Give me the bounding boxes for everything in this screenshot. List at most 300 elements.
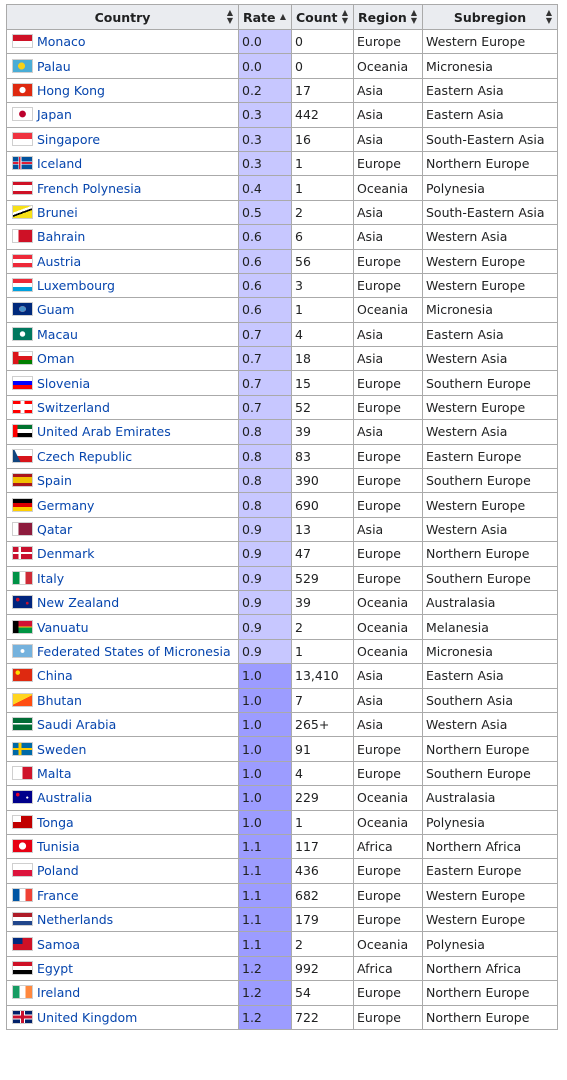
cell-country xyxy=(7,956,239,980)
country-link[interactable]: Palau xyxy=(37,58,71,74)
iceland-flag-icon xyxy=(12,156,33,170)
china-flag-icon xyxy=(12,668,33,682)
cell-count: 992 xyxy=(292,956,354,980)
cell-region: Europe xyxy=(354,761,423,785)
table-row xyxy=(7,712,558,736)
cell-rate: 0.2 xyxy=(239,78,292,102)
cell-country xyxy=(7,639,239,663)
cell-count: 4 xyxy=(292,761,354,785)
table-row xyxy=(7,639,558,663)
germany-flag-icon xyxy=(12,498,33,512)
cell-count: 265+ xyxy=(292,712,354,736)
table-row xyxy=(7,420,558,444)
table-row xyxy=(7,615,558,639)
country-link[interactable]: Bhutan xyxy=(37,692,82,708)
country-link[interactable]: Oman xyxy=(37,351,75,367)
cell-count: 179 xyxy=(292,908,354,932)
cell-region: Oceania xyxy=(354,298,423,322)
table-row xyxy=(7,395,558,419)
cell-subregion: Australasia xyxy=(423,590,558,614)
country-link[interactable]: Vanuatu xyxy=(37,619,89,635)
cell-rate: 1.0 xyxy=(239,688,292,712)
cell-count: 529 xyxy=(292,566,354,590)
cell-region: Asia xyxy=(354,517,423,541)
cell-count: 39 xyxy=(292,590,354,614)
cell-subregion: Micronesia xyxy=(423,298,558,322)
table-row xyxy=(7,542,558,566)
homicide-rate-table xyxy=(6,4,558,1030)
cell-subregion: Western Asia xyxy=(423,347,558,371)
cell-subregion: Western Europe xyxy=(423,908,558,932)
table-body xyxy=(7,30,558,1030)
country-link[interactable]: Netherlands xyxy=(37,912,114,928)
country-link[interactable]: China xyxy=(37,668,73,684)
cell-country xyxy=(7,932,239,956)
sort-both-icon[interactable]: ▲ ▼ xyxy=(226,8,233,25)
cell-count: 1 xyxy=(292,151,354,175)
cell-count: 682 xyxy=(292,883,354,907)
cell-count: 1 xyxy=(292,176,354,200)
netherlands-flag-icon xyxy=(12,912,33,926)
cell-rate: 0.9 xyxy=(239,615,292,639)
cell-rate: 0.3 xyxy=(239,151,292,175)
cell-region: Asia xyxy=(354,127,423,151)
sort-both-icon[interactable]: ▲ ▼ xyxy=(410,8,417,25)
cell-rate: 0.6 xyxy=(239,273,292,297)
cell-rate: 0.6 xyxy=(239,298,292,322)
cell-count: 15 xyxy=(292,371,354,395)
cell-count: 1 xyxy=(292,810,354,834)
cell-rate: 0.7 xyxy=(239,347,292,371)
monaco-flag-icon xyxy=(12,34,33,48)
cell-count: 1 xyxy=(292,298,354,322)
cell-country xyxy=(7,883,239,907)
cell-rate: 1.1 xyxy=(239,908,292,932)
cell-count: 91 xyxy=(292,737,354,761)
cell-subregion: Western Asia xyxy=(423,420,558,444)
sweden-flag-icon xyxy=(12,742,33,756)
cell-rate: 1.1 xyxy=(239,932,292,956)
cell-rate: 0.7 xyxy=(239,371,292,395)
country-link[interactable]: Japan xyxy=(37,107,72,123)
cell-subregion: Western Europe xyxy=(423,395,558,419)
cell-subregion: Western Europe xyxy=(423,883,558,907)
country-link[interactable]: Luxembourg xyxy=(37,278,115,294)
column-header-region[interactable]: Region ▲ ▼ xyxy=(354,5,423,30)
table-row xyxy=(7,176,558,200)
table-row xyxy=(7,981,558,1005)
sort-both-icon[interactable]: ▲ ▼ xyxy=(341,8,348,25)
table-row xyxy=(7,273,558,297)
country-link[interactable]: Australia xyxy=(37,790,93,806)
country-link[interactable]: Brunei xyxy=(37,204,78,220)
cell-country xyxy=(7,78,239,102)
hong-kong-flag-icon xyxy=(12,83,33,97)
cell-country xyxy=(7,737,239,761)
cell-rate: 1.0 xyxy=(239,664,292,688)
cell-subregion: Eastern Asia xyxy=(423,322,558,346)
cell-subregion: Northern Europe xyxy=(423,542,558,566)
country-link[interactable]: Samoa xyxy=(37,936,81,952)
cell-subregion: Northern Europe xyxy=(423,1005,558,1029)
cell-country xyxy=(7,859,239,883)
country-link[interactable]: Germany xyxy=(37,497,95,513)
country-link[interactable]: Slovenia xyxy=(37,375,91,391)
cell-country xyxy=(7,542,239,566)
samoa-flag-icon xyxy=(12,937,33,951)
ireland-flag-icon xyxy=(12,985,33,999)
cell-count: 18 xyxy=(292,347,354,371)
cell-subregion: Northern Europe xyxy=(423,981,558,1005)
cell-count: 83 xyxy=(292,444,354,468)
cell-count: 436 xyxy=(292,859,354,883)
table-row xyxy=(7,590,558,614)
cell-country xyxy=(7,908,239,932)
cell-country xyxy=(7,298,239,322)
cell-subregion: Western Asia xyxy=(423,517,558,541)
french-polynesia-flag-icon xyxy=(12,181,33,195)
macau-flag-icon xyxy=(12,327,33,341)
new-zealand-flag-icon xyxy=(12,595,33,609)
cell-country xyxy=(7,54,239,78)
cell-country xyxy=(7,200,239,224)
country-link[interactable]: France xyxy=(37,887,79,903)
cell-country xyxy=(7,590,239,614)
cell-count: 0 xyxy=(292,30,354,54)
cell-rate: 1.2 xyxy=(239,1005,292,1029)
cell-subregion: South-Eastern Asia xyxy=(423,200,558,224)
cell-region: Europe xyxy=(354,444,423,468)
cell-region: Europe xyxy=(354,737,423,761)
guam-flag-icon xyxy=(12,302,33,316)
cell-subregion: Southern Europe xyxy=(423,371,558,395)
cell-count: 2 xyxy=(292,200,354,224)
poland-flag-icon xyxy=(12,863,33,877)
cell-region: Oceania xyxy=(354,639,423,663)
cell-country xyxy=(7,664,239,688)
table-row xyxy=(7,883,558,907)
cell-subregion: Southern Europe xyxy=(423,761,558,785)
cell-region: Europe xyxy=(354,542,423,566)
cell-subregion: Southern Asia xyxy=(423,688,558,712)
table-row xyxy=(7,810,558,834)
cell-country xyxy=(7,786,239,810)
slovenia-flag-icon xyxy=(12,376,33,390)
sort-ascending-icon[interactable]: ▲ xyxy=(279,12,286,21)
oman-flag-icon xyxy=(12,351,33,365)
cell-region: Asia xyxy=(354,712,423,736)
country-link[interactable]: Ireland xyxy=(37,985,81,1001)
cell-country xyxy=(7,615,239,639)
uae-flag-icon xyxy=(12,424,33,438)
cell-region: Europe xyxy=(354,566,423,590)
cell-rate: 0.7 xyxy=(239,395,292,419)
column-header-subregion[interactable]: Subregion ▲ ▼ xyxy=(423,5,558,30)
cell-count: 16 xyxy=(292,127,354,151)
country-link[interactable]: United Arab Emirates xyxy=(37,424,171,440)
cell-rate: 0.6 xyxy=(239,225,292,249)
cell-country xyxy=(7,834,239,858)
table-row xyxy=(7,54,558,78)
column-header-country[interactable]: Country ▲ ▼ xyxy=(7,5,239,30)
country-link[interactable]: Switzerland xyxy=(37,400,110,416)
table-row xyxy=(7,469,558,493)
cell-count: 4 xyxy=(292,322,354,346)
cell-rate: 0.9 xyxy=(239,639,292,663)
france-flag-icon xyxy=(12,888,33,902)
cell-region: Asia xyxy=(354,688,423,712)
cell-rate: 1.2 xyxy=(239,956,292,980)
cell-count: 17 xyxy=(292,78,354,102)
table-row xyxy=(7,249,558,273)
column-header-rate[interactable]: Rate ▲ xyxy=(239,5,292,30)
table-row xyxy=(7,444,558,468)
cell-count: 722 xyxy=(292,1005,354,1029)
country-link[interactable]: Sweden xyxy=(37,741,87,757)
country-link[interactable]: Poland xyxy=(37,863,79,879)
cell-country xyxy=(7,225,239,249)
country-link[interactable]: Bahrain xyxy=(37,229,86,245)
japan-flag-icon xyxy=(12,107,33,121)
cell-region: Oceania xyxy=(354,176,423,200)
cell-count: 54 xyxy=(292,981,354,1005)
country-link[interactable]: Spain xyxy=(37,473,72,489)
table-row xyxy=(7,737,558,761)
australia-flag-icon xyxy=(12,790,33,804)
cell-region: Asia xyxy=(354,78,423,102)
cell-subregion: Eastern Asia xyxy=(423,664,558,688)
czech-flag-icon xyxy=(12,449,33,463)
cell-subregion: Polynesia xyxy=(423,176,558,200)
table-row xyxy=(7,859,558,883)
cell-rate: 1.1 xyxy=(239,859,292,883)
cell-count: 13,410 xyxy=(292,664,354,688)
table-row xyxy=(7,1005,558,1029)
cell-count: 52 xyxy=(292,395,354,419)
denmark-flag-icon xyxy=(12,546,33,560)
cell-country xyxy=(7,395,239,419)
cell-subregion: Western Asia xyxy=(423,225,558,249)
cell-count: 6 xyxy=(292,225,354,249)
cell-count: 229 xyxy=(292,786,354,810)
malta-flag-icon xyxy=(12,766,33,780)
cell-country xyxy=(7,493,239,517)
cell-subregion: Northern Africa xyxy=(423,834,558,858)
cell-count: 47 xyxy=(292,542,354,566)
cell-region: Asia xyxy=(354,322,423,346)
cell-region: Asia xyxy=(354,200,423,224)
cell-rate: 0.3 xyxy=(239,103,292,127)
cell-region: Europe xyxy=(354,908,423,932)
table-row xyxy=(7,347,558,371)
cell-rate: 0.9 xyxy=(239,517,292,541)
cell-country xyxy=(7,249,239,273)
luxembourg-flag-icon xyxy=(12,278,33,292)
table-row xyxy=(7,688,558,712)
country-link[interactable]: Monaco xyxy=(37,34,86,50)
cell-country xyxy=(7,1005,239,1029)
country-link[interactable]: United Kingdom xyxy=(37,1009,138,1025)
cell-region: Oceania xyxy=(354,590,423,614)
table-row xyxy=(7,932,558,956)
cell-count: 2 xyxy=(292,932,354,956)
cell-subregion: Northern Africa xyxy=(423,956,558,980)
cell-rate: 0.3 xyxy=(239,127,292,151)
cell-count: 2 xyxy=(292,615,354,639)
table-row xyxy=(7,786,558,810)
cell-subregion: Polynesia xyxy=(423,932,558,956)
country-link[interactable]: Czech Republic xyxy=(37,448,133,464)
cell-region: Europe xyxy=(354,273,423,297)
table-row xyxy=(7,30,558,54)
cell-country xyxy=(7,517,239,541)
sort-both-icon[interactable]: ▲ ▼ xyxy=(545,8,552,25)
cell-region: Asia xyxy=(354,225,423,249)
cell-country xyxy=(7,420,239,444)
cell-rate: 0.9 xyxy=(239,566,292,590)
cell-country xyxy=(7,273,239,297)
table-row xyxy=(7,493,558,517)
country-link[interactable]: Denmark xyxy=(37,546,95,562)
cell-rate: 1.0 xyxy=(239,712,292,736)
cell-region: Asia xyxy=(354,420,423,444)
cell-count: 117 xyxy=(292,834,354,858)
austria-flag-icon xyxy=(12,254,33,268)
cell-country xyxy=(7,30,239,54)
cell-country xyxy=(7,981,239,1005)
cell-rate: 1.1 xyxy=(239,883,292,907)
cell-count: 1 xyxy=(292,639,354,663)
table-row xyxy=(7,517,558,541)
egypt-flag-icon xyxy=(12,961,33,975)
cell-count: 13 xyxy=(292,517,354,541)
qatar-flag-icon xyxy=(12,522,33,536)
country-link[interactable]: Italy xyxy=(37,570,65,586)
cell-rate: 0.8 xyxy=(239,469,292,493)
cell-region: Asia xyxy=(354,664,423,688)
cell-country xyxy=(7,712,239,736)
cell-rate: 0.6 xyxy=(239,249,292,273)
cell-region: Oceania xyxy=(354,810,423,834)
table-row xyxy=(7,664,558,688)
column-header-count[interactable]: Count ▲ ▼ xyxy=(292,5,354,30)
country-link[interactable]: Macau xyxy=(37,326,78,342)
uk-flag-icon xyxy=(12,1010,33,1024)
country-link[interactable]: New Zealand xyxy=(37,595,120,611)
country-link[interactable]: Guam xyxy=(37,302,75,318)
country-link[interactable]: Saudi Arabia xyxy=(37,717,117,733)
bhutan-flag-icon xyxy=(12,693,33,707)
cell-region: Asia xyxy=(354,103,423,127)
country-link[interactable]: French Polynesia xyxy=(37,180,142,196)
cell-subregion: Melanesia xyxy=(423,615,558,639)
saudi-arabia-flag-icon xyxy=(12,717,33,731)
palau-flag-icon xyxy=(12,59,33,73)
cell-region: Europe xyxy=(354,395,423,419)
micronesia-flag-icon xyxy=(12,644,33,658)
cell-subregion: Northern Europe xyxy=(423,151,558,175)
tunisia-flag-icon xyxy=(12,839,33,853)
table-row xyxy=(7,908,558,932)
country-link[interactable]: Austria xyxy=(37,253,82,269)
switzerland-flag-icon xyxy=(12,400,33,414)
country-link[interactable]: Malta xyxy=(37,765,72,781)
cell-region: Europe xyxy=(354,981,423,1005)
cell-rate: 0.9 xyxy=(239,590,292,614)
table-row xyxy=(7,127,558,151)
table-row xyxy=(7,225,558,249)
table-row xyxy=(7,78,558,102)
cell-country xyxy=(7,688,239,712)
cell-region: Oceania xyxy=(354,786,423,810)
country-link[interactable]: Egypt xyxy=(37,961,74,977)
cell-region: Europe xyxy=(354,859,423,883)
cell-subregion: Western Europe xyxy=(423,493,558,517)
cell-region: Europe xyxy=(354,1005,423,1029)
table-row xyxy=(7,834,558,858)
bahrain-flag-icon xyxy=(12,229,33,243)
country-link[interactable]: Qatar xyxy=(37,522,73,537)
cell-region: Europe xyxy=(354,469,423,493)
cell-rate: 1.0 xyxy=(239,761,292,785)
cell-subregion: Southern Europe xyxy=(423,566,558,590)
cell-country xyxy=(7,761,239,785)
cell-rate: 0.8 xyxy=(239,420,292,444)
cell-count: 3 xyxy=(292,273,354,297)
cell-country xyxy=(7,444,239,468)
cell-country xyxy=(7,176,239,200)
cell-country xyxy=(7,566,239,590)
cell-region: Europe xyxy=(354,249,423,273)
cell-subregion: Eastern Europe xyxy=(423,444,558,468)
italy-flag-icon xyxy=(12,571,33,585)
tonga-flag-icon xyxy=(12,815,33,829)
spain-flag-icon xyxy=(12,473,33,487)
table-row xyxy=(7,298,558,322)
cell-subregion: Micronesia xyxy=(423,54,558,78)
cell-subregion: Eastern Asia xyxy=(423,78,558,102)
singapore-flag-icon xyxy=(12,132,33,146)
cell-rate: 0.8 xyxy=(239,493,292,517)
table-row xyxy=(7,322,558,346)
cell-region: Africa xyxy=(354,834,423,858)
country-link[interactable]: Tonga xyxy=(37,814,74,830)
cell-count: 39 xyxy=(292,420,354,444)
cell-subregion: South-Eastern Asia xyxy=(423,127,558,151)
cell-count: 7 xyxy=(292,688,354,712)
country-link[interactable]: Iceland xyxy=(37,156,83,172)
country-link[interactable]: Singapore xyxy=(37,131,101,147)
cell-rate: 1.0 xyxy=(239,810,292,834)
cell-rate: 0.0 xyxy=(239,54,292,78)
cell-subregion: Micronesia xyxy=(423,639,558,663)
cell-subregion: Western Asia xyxy=(423,712,558,736)
cell-rate: 0.9 xyxy=(239,542,292,566)
cell-rate: 1.0 xyxy=(239,737,292,761)
cell-subregion: Northern Europe xyxy=(423,737,558,761)
country-link[interactable]: Federated States of Micronesia xyxy=(37,643,231,659)
cell-region: Africa xyxy=(354,956,423,980)
cell-count: 690 xyxy=(292,493,354,517)
cell-rate: 0.7 xyxy=(239,322,292,346)
cell-region: Oceania xyxy=(354,615,423,639)
country-link[interactable]: Tunisia xyxy=(37,839,80,855)
table-row xyxy=(7,566,558,590)
cell-rate: 0.0 xyxy=(239,30,292,54)
cell-country xyxy=(7,347,239,371)
country-link[interactable]: Hong Kong xyxy=(37,82,105,98)
cell-rate: 0.5 xyxy=(239,200,292,224)
